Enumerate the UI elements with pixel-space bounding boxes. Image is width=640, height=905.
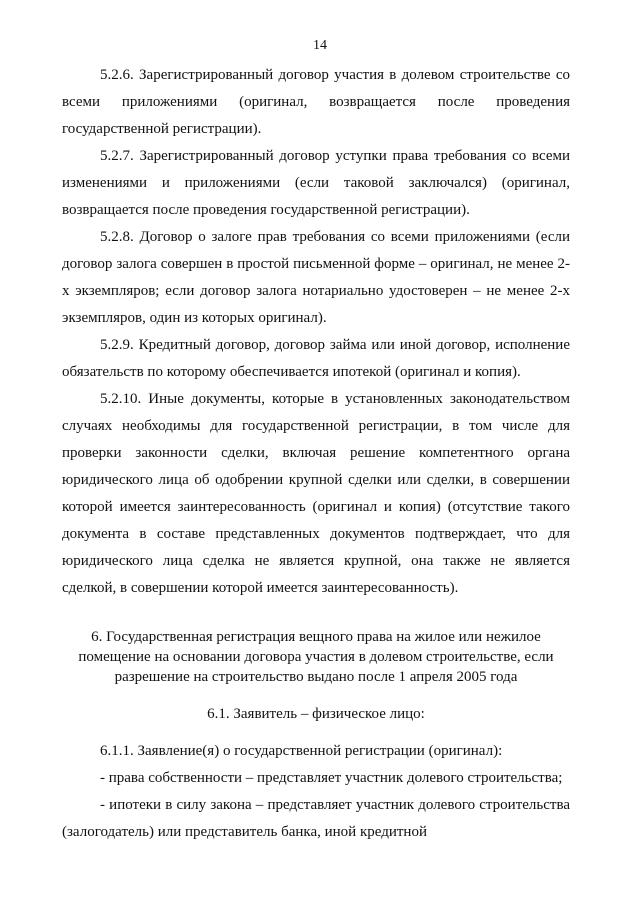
section-6-1-heading: 6.1. Заявитель – физическое лицо: bbox=[207, 706, 425, 722]
list-item-ownership: - права собственности – представляет участник долевого строительства; bbox=[100, 770, 563, 786]
paragraph-5-2-9: 5.2.9. Кредитный договор, договор займа или иной договор, исполнение обязательств по которому обеспечивается ипотекой (оригинал и копия). bbox=[62, 337, 570, 380]
page-number: 14 bbox=[313, 38, 327, 53]
list-item-mortgage: - ипотеки в силу закона – представляет участник долевого строительства (залогодатель) или представитель банка, иной кредитной bbox=[62, 797, 570, 840]
paragraph-5-2-7: 5.2.7. Зарегистрированный договор уступки права требования со всеми изменениями и приложениями (если таковой заключался) (оригинал, возвращается после проведения государственной регистрации). bbox=[62, 148, 570, 218]
paragraph-6-1-1: 6.1.1. Заявление(я) о государственной регистрации (оригинал): bbox=[100, 743, 503, 759]
paragraph-5-2-8: 5.2.8. Договор о залоге прав требования со всеми приложениями (если договор залога совершен в простой письменной форме – оригинал, не менее 2-х экземпляров; если договор залога нотариально удостоверен – не менее 2-х экземпляров, один из которых оригинал). bbox=[62, 229, 570, 326]
paragraph-5-2-6: 5.2.6. Зарегистрированный договор участия в долевом строительстве со всеми приложениями (оригинал, возвращается после проведения государственной регистрации). bbox=[62, 67, 570, 137]
document-body bbox=[62, 62, 570, 846]
section-6-heading: 6. Государственная регистрация вещного права на жилое или нежилое помещение на основании договора участия в долевом строительстве, если разрешение на строительство выдано после 1 апреля 2005 года bbox=[78, 629, 554, 685]
paragraph-5-2-10: 5.2.10. Иные документы, которые в установленных законодательством случаях необходимы для государственной регистрации, в том числе для проверки законности сделки, включая решение компетентного органа юридического лица об одобрении крупной сделки или сделки, в совершении которой имеется заинтересованность (оригинал и копия) (отсутствие такого документа в составе представленных документов подтверждает, что для юридического лица сделка не является крупной, она также не является сделкой, в совершении которой имеется заинтересованность). bbox=[62, 391, 570, 596]
